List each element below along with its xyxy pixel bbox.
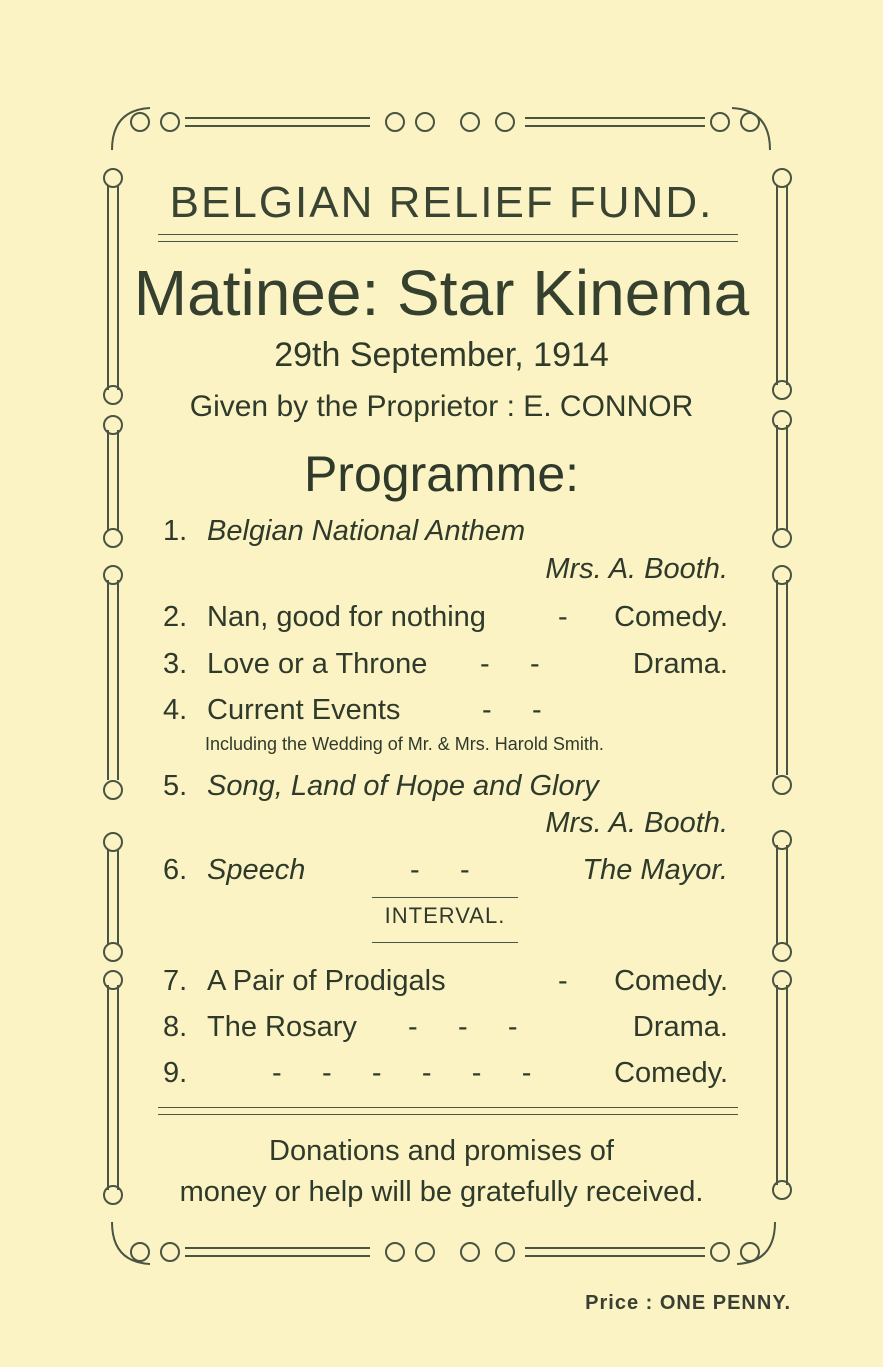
item-kind: Comedy. [614, 1057, 728, 1089]
item-dashes: - - [480, 648, 540, 680]
proprietor-line: Given by the Proprietor : E. CONNOR [189, 390, 694, 423]
item-kind: Drama. [632, 1011, 728, 1043]
item-kind: The Mayor. [582, 854, 728, 886]
item-number: 1. [163, 515, 188, 547]
programme-heading: Programme: [303, 446, 580, 502]
title-rule [158, 234, 738, 242]
item-performer: Mrs. A. Booth. [545, 553, 728, 585]
item-number: 9. [163, 1057, 188, 1089]
item-title: A Pair of Prodigals [207, 965, 446, 997]
item-title: Song, Land of Hope and Glory [207, 770, 599, 802]
item-title: Nan, good for nothing [207, 601, 486, 633]
price-label: Price : ONE PENNY. [585, 1292, 791, 1314]
item-dashes: - [558, 965, 568, 997]
item-number: 5. [163, 770, 188, 802]
item-number: 6. [163, 854, 188, 886]
item-dashes: - - [410, 854, 470, 886]
item-note: Including the Wedding of Mr. & Mrs. Harold Smith. [205, 734, 604, 754]
footer-rule [158, 1107, 738, 1115]
item-kind: Drama. [632, 648, 728, 680]
interval-label: INTERVAL. [384, 903, 506, 928]
item-title: The Rosary [207, 1011, 357, 1043]
event-date: 29th September, 1914 [274, 336, 609, 374]
item-number: 7. [163, 965, 188, 997]
item-title: Belgian National Anthem [207, 515, 526, 547]
fund-title: BELGIAN RELIEF FUND. [169, 178, 714, 227]
item-number: 8. [163, 1011, 188, 1043]
item-performer: Mrs. A. Booth. [545, 807, 728, 839]
item-number: 4. [163, 694, 188, 726]
matinee-heading: Matinee: Star Kinema [133, 257, 750, 329]
item-title: Current Events [207, 694, 401, 726]
item-kind: Comedy. [614, 601, 728, 633]
interval-rule-top [372, 897, 518, 898]
donations-line-2: money or help will be gratefully received. [179, 1176, 704, 1208]
interval-rule-bottom [372, 942, 518, 943]
item-dashes: - - - - - - [272, 1057, 532, 1089]
item-title: Love or a Throne [207, 648, 428, 680]
item-number: 3. [163, 648, 188, 680]
item-number: 2. [163, 601, 188, 633]
donations-line-1: Donations and promises of [269, 1135, 614, 1167]
item-title: Speech [207, 854, 306, 886]
item-dashes: - - - [408, 1011, 518, 1043]
item-dashes: - [558, 601, 568, 633]
item-dashes: - - [482, 694, 542, 726]
item-kind: Comedy. [614, 965, 728, 997]
